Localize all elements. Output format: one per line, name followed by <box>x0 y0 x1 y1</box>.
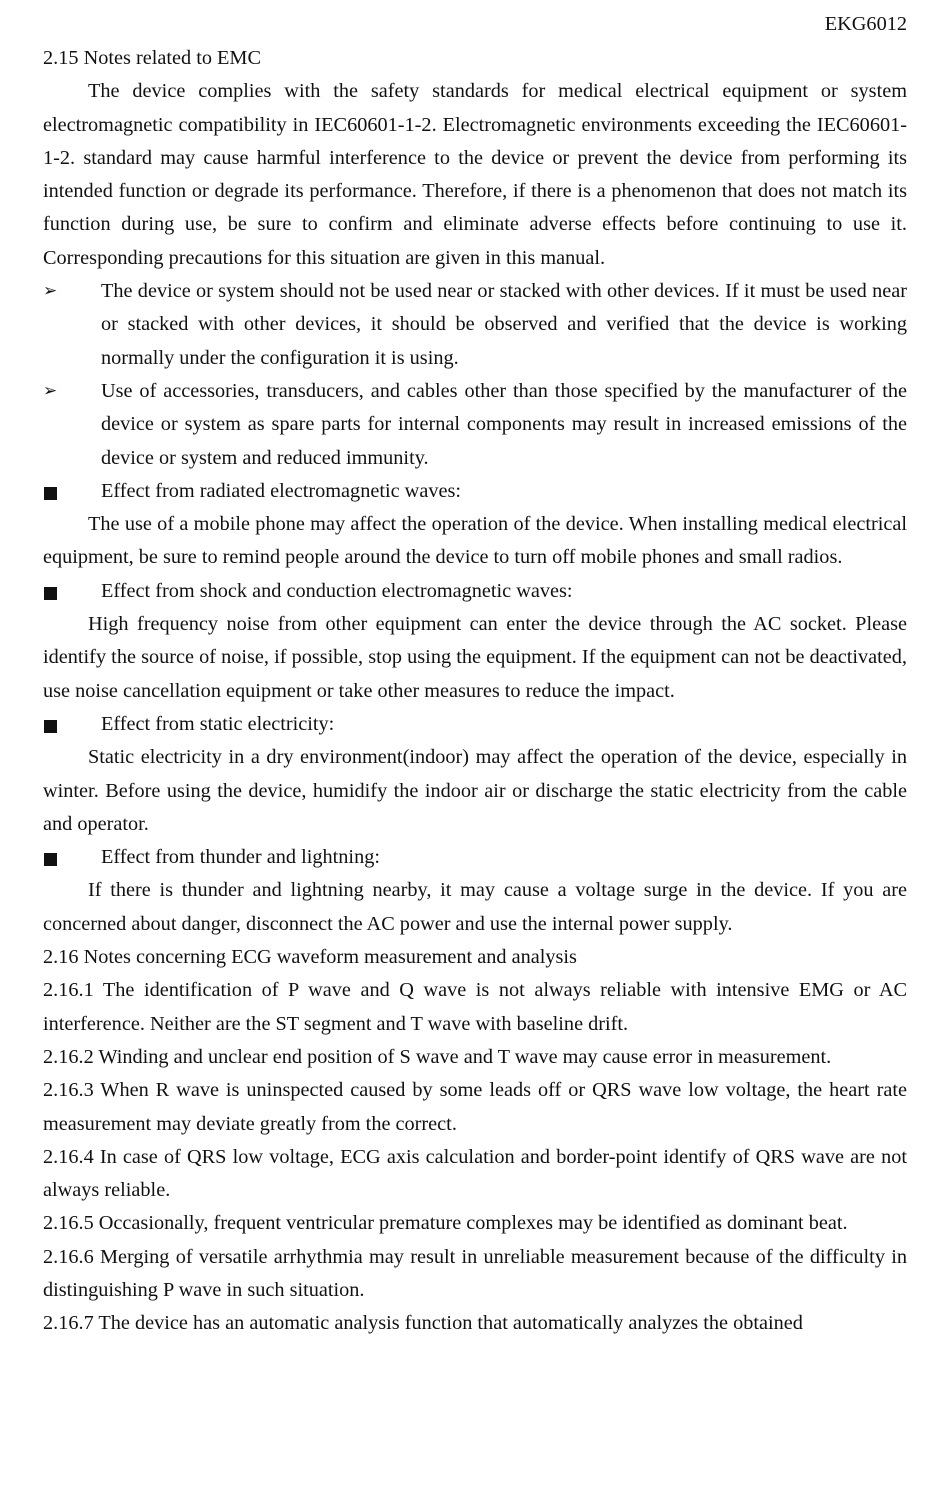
ecg-note-2-16-4: 2.16.4 In case of QRS low voltage, ECG axis calculation and border-point identify of QRS wave are not always reliable. <box>43 1145 907 1202</box>
effect-text-lightning: If there is thunder and lightning nearby, it may cause a voltage surge in the device. If you are concerned about danger, disconnect the AC power and use the internal power supply. <box>43 879 907 935</box>
emc-heading: 2.15 Notes related to EMC <box>43 47 261 69</box>
effect-title-conduction <box>43 575 907 608</box>
square-bullet-icon <box>44 587 57 600</box>
effect-title-text: Effect from radiated electromagnetic waves: <box>101 479 462 502</box>
ecg-note-2-16-5: 2.16.5 Occasionally, frequent ventricular premature complexes may be identified as dominant beat. <box>43 1212 848 1235</box>
warning-item-accessories <box>43 375 907 475</box>
square-bullet-icon <box>44 720 57 733</box>
effect-title-text: Effect from static electricity: <box>101 712 335 735</box>
ecg-note-2-16-6: 2.16.6 Merging of versatile arrhythmia may result in unreliable measurement because of the difficulty in distinguishing P wave in such situation. <box>43 1245 907 1301</box>
square-bullet-icon <box>44 487 57 500</box>
ecg-note-2-16-7: 2.16.7 The device has an automatic analysis function that automatically analyzes the obtained <box>43 1312 803 1335</box>
warning-text: Use of accessories, transducers, and cables other than those specified by the manufacturer of the device or system as spare parts for internal components may result in increased emissions of the device or system and reduced immunity. <box>101 379 907 469</box>
arrow-bullet-icon: ➢ <box>43 380 58 401</box>
document-page <box>43 8 907 1341</box>
warning-item-stacking <box>43 275 907 375</box>
effect-text-conduction: High frequency noise from other equipment can enter the device through the AC socket. Please identify the source of noise, if possible, stop using the equipment. If the equipment can not be deactivated, use noise cancellation equipment or take other measures to reduce the impact. <box>43 613 907 702</box>
effect-title-static <box>43 708 907 741</box>
effect-title-lightning <box>43 841 907 874</box>
arrow-bullet-icon: ➢ <box>43 281 58 302</box>
emc-section <box>43 42 907 941</box>
ecg-note-2-16-3: 2.16.3 When R wave is uninspected caused by some leads off or QRS wave low voltage, the heart rate measurement may deviate greatly from the correct. <box>43 1079 907 1135</box>
ecg-note-2-16-2: 2.16.2 Winding and unclear end position of S wave and T wave may cause error in measurement. <box>43 1045 832 1068</box>
effect-title-radiated <box>43 475 907 508</box>
square-bullet-icon <box>44 853 57 866</box>
page-header-model: EKG6012 <box>824 13 907 35</box>
ecg-note-2-16-1: 2.16.1 The identification of P wave and Q wave is not always reliable with intensive EMG or AC interference. Neither are the ST segment and T wave with baseline drift. <box>43 979 907 1035</box>
effect-title-text: Effect from thunder and lightning: <box>101 846 380 869</box>
ecg-section <box>43 941 907 1341</box>
effect-text-static: Static electricity in a dry environment(indoor) may affect the operation of the device, especially in winter. Before using the device, humidify the indoor air or discharge the static electricity from the cable and operator. <box>43 746 907 835</box>
ecg-heading: 2.16 Notes concerning ECG waveform measurement and analysis <box>43 946 577 969</box>
warning-text: The device or system should not be used near or stacked with other devices. If it must be used near or stacked with other devices, it should be observed and verified that the device is working normally under the configuration it is using. <box>101 280 907 369</box>
emc-intro-paragraph: The device complies with the safety standards for medical electrical equipment or system electromagnetic compatibility in IEC60601-1-2. Electromagnetic environments exceeding the IEC60601-1-2. standard may cause harmful interference to the device or prevent the device from performing its intended function or degrade its performance. Therefore, if there is a phenomenon that does not match its function during use, be sure to confirm and eliminate adverse effects before continuing to use it. Corresponding precautions for this situation are given in this manual. <box>43 80 907 269</box>
effect-text-radiated: The use of a mobile phone may affect the operation of the device. When installing medical electrical equipment, be sure to remind people around the device to turn off mobile phones and small radios. <box>43 513 907 569</box>
effect-title-text: Effect from shock and conduction electromagnetic waves: <box>101 579 573 602</box>
